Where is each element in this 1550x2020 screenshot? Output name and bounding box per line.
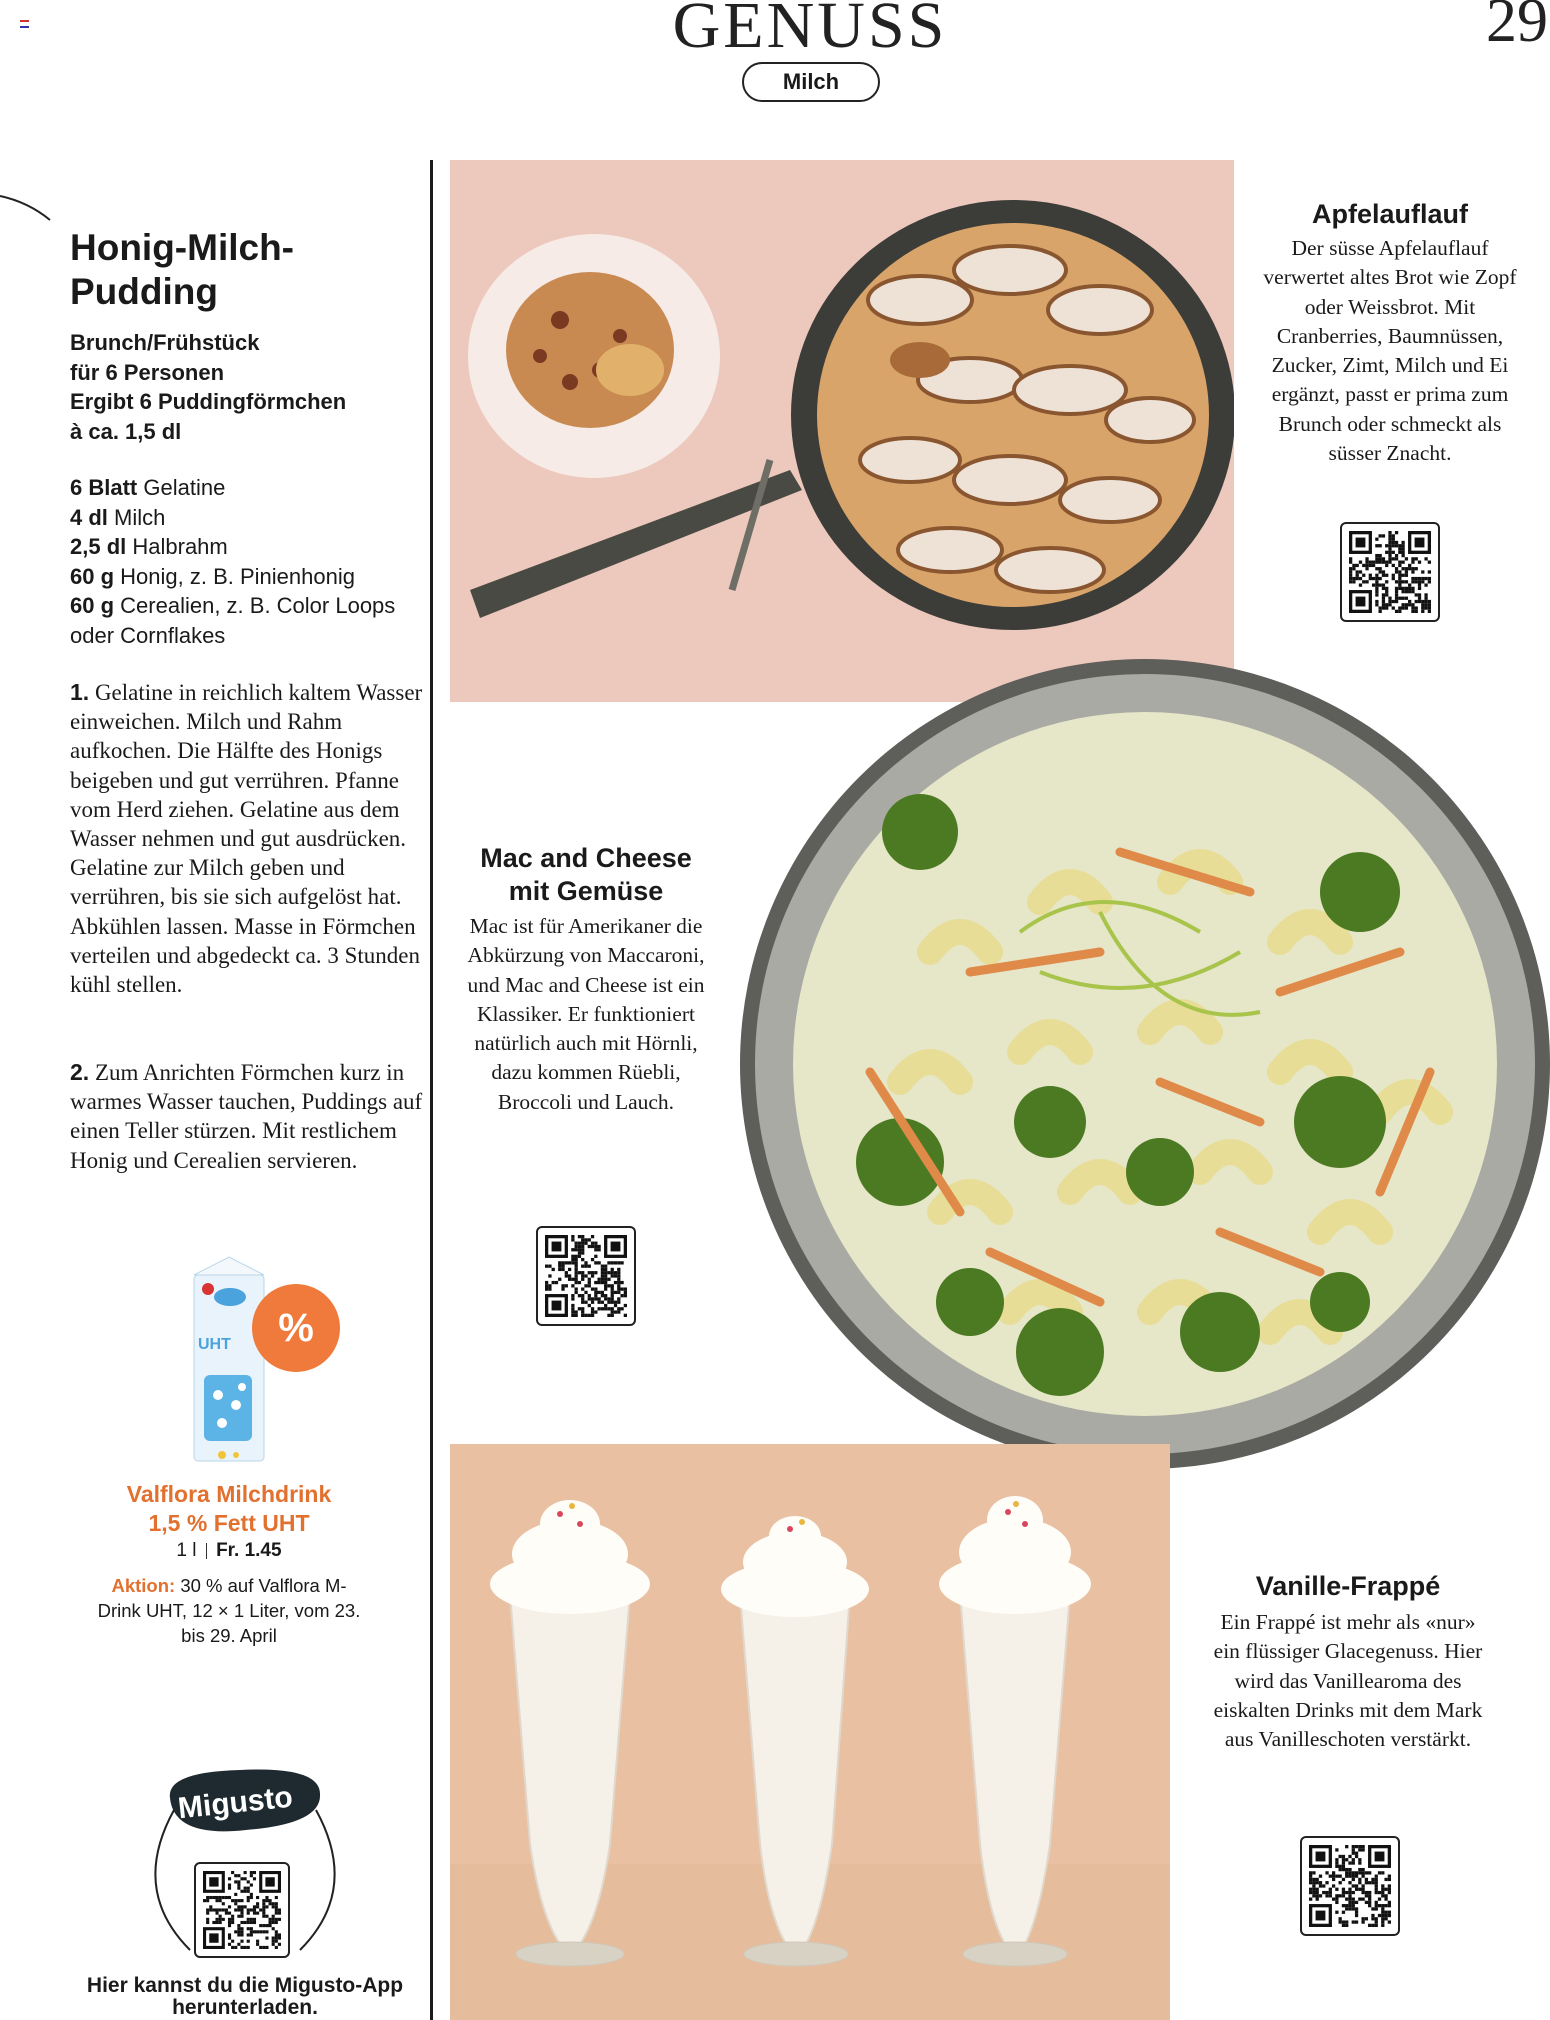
ingredient-name: Honig, z. B. Pinienhonig: [120, 563, 355, 589]
ingredient-qty: 4 dl: [70, 504, 108, 530]
app-download-text: Hier kannst du die Migusto-App herunterladen.: [86, 1974, 404, 2019]
product-name: [90, 1480, 368, 1538]
mac-qr-code[interactable]: [536, 1226, 636, 1326]
mac-recipe-title: Mac and Cheese mit Gemüse: [480, 843, 692, 906]
apple-recipe-text: Der süsse Apfelauflauf verwertet altes Brot wie Zopf oder Weissbrot. Mit Cranberries, Baumnüssen, Zucker, Zimt, Milch und Ei ergänzt, passt er prima zum Brunch oder schmeckt als süsser Znacht.: [1263, 236, 1517, 466]
apple-crumble-photo: [450, 160, 1234, 702]
section-title: GENUSS: [672, 0, 948, 62]
price-value: Fr. 1.45: [216, 1540, 282, 1561]
ingredient-qty: 60 g: [70, 593, 115, 618]
recipe-meta: [70, 328, 410, 446]
ingredient-name: Halbrahm: [132, 534, 228, 559]
qr-pattern: [203, 1871, 281, 1949]
category-pill: Milch: [742, 62, 880, 102]
ingredient-list: [70, 473, 420, 650]
migusto-logo-text: Migusto: [176, 1780, 295, 1826]
milk-carton-image: [190, 1255, 268, 1465]
frappe-recipe-text: Ein Frappé ist mehr als «nur» ein flüssiger Glacegenuss. Hier wird das Vanillearoma des eiskalten Drinks mit dem Mark aus Vanilleschoten verstärkt.: [1213, 1610, 1483, 1752]
offer-text: 30 % auf Valflora M-Drink UHT, 12 × 1 Liter, vom 23. bis 29. April: [97, 1575, 361, 1646]
offer-label: Aktion:: [111, 1575, 176, 1596]
frappe-qr-code[interactable]: [1300, 1836, 1400, 1936]
column-divider: [430, 160, 433, 2020]
ingredient-name: Cerealien, z. B. Color Loops oder Cornflakes: [70, 593, 396, 648]
qr-pattern: [545, 1235, 627, 1317]
product-price: [90, 1540, 368, 1562]
product-name-line: 1,5 % Fett UHT: [148, 1510, 310, 1536]
step-number: 1.: [70, 679, 90, 705]
recipe-title: Honig-Milch-Pudding: [70, 227, 295, 312]
ingredient-item: [70, 562, 420, 592]
product-offer: [90, 1573, 368, 1648]
vanilla-frappe-photo: [450, 1444, 1170, 2020]
page-number: 29: [1486, 0, 1548, 55]
product-size: 1 l: [176, 1540, 197, 1561]
ingredient-item: [70, 532, 420, 562]
migusto-qr-code[interactable]: [194, 1862, 290, 1958]
ingredient-item: [70, 503, 420, 533]
ingredient-qty: 2,5 dl: [70, 534, 127, 559]
mac-and-cheese-photo: [720, 652, 1550, 1477]
migusto-logo[interactable]: [160, 1764, 326, 1838]
step-number: 2.: [70, 1059, 90, 1085]
qr-pattern: [1349, 531, 1431, 613]
recipe-category: Brunch/Frühstück: [70, 330, 260, 355]
frappe-recipe-title: Vanille-Frappé: [1255, 1571, 1441, 1601]
product-name-line: Valflora Milchdrink: [126, 1481, 332, 1507]
step-text: Zum Anrichten Förmchen kurz in warmes Wasser tauchen, Puddings auf einen Teller stürzen. Mit restlichem Honig und Cerealien servieren.: [70, 1060, 423, 1173]
discount-badge: %: [252, 1284, 340, 1372]
recipe-step: [70, 1058, 430, 1175]
step-text: Gelatine in reichlich kaltem Wasser einweichen. Milch und Rahm aufkochen. Die Hälfte des Honigs beigeben und gut verrühren. Pfanne vom Herd ziehen. Gelatine aus dem Wasser nehmen und gut ausdrücken. Gelatine zur Milch geben und verrühren, bis sie sich aufgelöst hat. Abkühlen lassen. Masse in Förmchen verteilen und abgedeckt ca. 3 Stunden kühl stellen.: [70, 680, 423, 998]
mac-recipe-text: Mac ist für Amerikaner die Abkürzung von Maccaroni, und Mac and Cheese ist ein Klassiker. Er funktioniert natürlich auch mit Hörnli, dazu kommen Rüebli, Broccoli und Lauch.: [467, 914, 705, 1114]
recipe-portion: à ca. 1,5 dl: [70, 418, 182, 444]
carton-label: UHT: [198, 1336, 231, 1353]
ingredient-name: Gelatine: [143, 475, 226, 500]
ingredient-name: Milch: [114, 504, 166, 530]
decorative-swoosh: [0, 190, 60, 230]
recipe-yield: Ergibt 6 Puddingförmchen: [70, 389, 347, 414]
ingredient-qty: 60 g: [70, 563, 115, 589]
ingredient-item: [70, 591, 420, 650]
ingredient-qty: 6 Blatt: [70, 475, 138, 500]
apple-recipe-title: Apfelauflauf: [1311, 199, 1468, 229]
recipe-servings: für 6 Personen: [70, 359, 225, 385]
qr-pattern: [1309, 1845, 1391, 1927]
recipe-step: [70, 678, 430, 999]
ingredient-item: [70, 473, 420, 503]
apple-qr-code[interactable]: [1340, 522, 1440, 622]
